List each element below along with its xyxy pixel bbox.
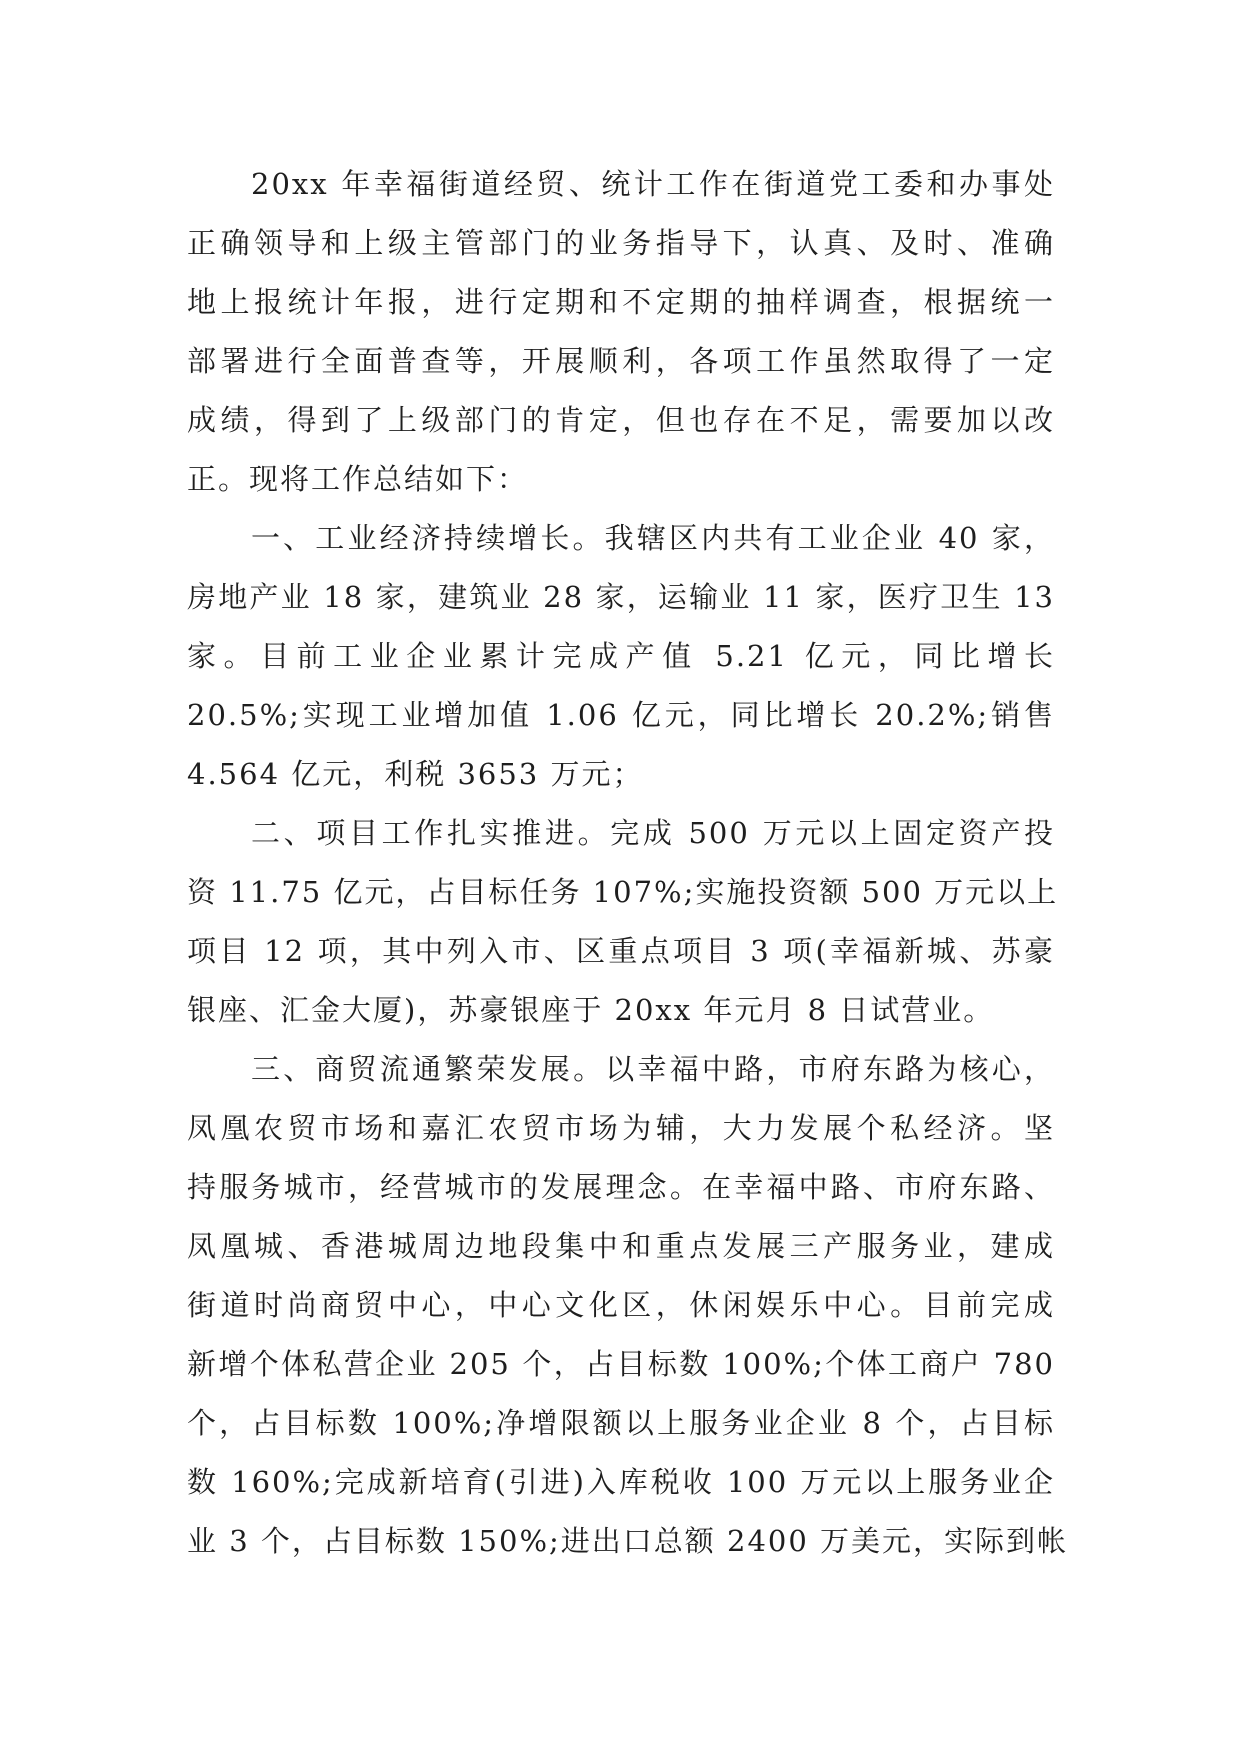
paragraph	[187, 509, 1055, 804]
text-line: 新增个体私营企业 205 个，占目标数 100%;个体工商户 780	[187, 1347, 1055, 1381]
text-line: 银座、汇金大厦)，苏豪银座于 20xx 年元月 8 日试营业。	[187, 993, 995, 1027]
text-line: 房地产业 18 家，建筑业 28 家，运输业 11 家，医疗卫生 13	[187, 580, 1055, 614]
text-line: 正确领导和上级主管部门的业务指导下，认真、及时、准确	[187, 226, 1055, 260]
text-line: 数 160%;完成新培育(引进)入库税收 100 万元以上服务业企	[187, 1465, 1055, 1499]
paragraph	[187, 1040, 1069, 1571]
text-line: 业 3 个，占目标数 150%;进出口总额 2400 万美元，实际到帐	[187, 1524, 1069, 1558]
text-line: 项目 12 项，其中列入市、区重点项目 3 项(幸福新城、苏豪	[187, 934, 1055, 968]
text-line: 家。目前工业企业累计完成产值 5.21 亿元，同比增长	[187, 639, 1055, 673]
text-line: 部署进行全面普查等，开展顺利，各项工作虽然取得了一定	[187, 344, 1055, 378]
text-line: 凤凰城、香港城周边地段集中和重点发展三产服务业，建成	[187, 1229, 1055, 1263]
text-line: 正。现将工作总结如下：	[187, 462, 529, 496]
text-line: 地上报统计年报，进行定期和不定期的抽样调查，根据统一	[187, 285, 1055, 319]
text-line: 资 11.75 亿元，占目标任务 107%;实施投资额 500 万元以上	[187, 875, 1059, 909]
text-line: 二、项目工作扎实推进。完成 500 万元以上固定资产投	[251, 816, 1055, 850]
paragraph	[187, 804, 1059, 1040]
text-line: 一、工业经济持续增长。我辖区内共有工业企业 40 家，	[251, 521, 1055, 555]
text-line: 凤凰农贸市场和嘉汇农贸市场为辅，大力发展个私经济。坚	[187, 1111, 1055, 1145]
text-line: 持服务城市，经营城市的发展理念。在幸福中路、市府东路、	[187, 1170, 1055, 1204]
text-line: 20xx 年幸福街道经贸、统计工作在街道党工委和办事处	[251, 167, 1055, 201]
text-line: 个，占目标数 100%;净增限额以上服务业企业 8 个，占目标	[187, 1406, 1055, 1440]
text-line: 成绩，得到了上级部门的肯定，但也存在不足，需要加以改	[187, 403, 1055, 437]
text-line: 20.5%;实现工业增加值 1.06 亿元，同比增长 20.2%;销售	[187, 698, 1055, 732]
document-body	[187, 155, 1069, 1571]
text-line: 街道时尚商贸中心，中心文化区，休闲娱乐中心。目前完成	[187, 1288, 1055, 1322]
paragraph	[187, 155, 1055, 509]
text-line: 三、商贸流通繁荣发展。以幸福中路，市府东路为核心，	[251, 1052, 1055, 1086]
text-line: 4.564 亿元，利税 3653 万元；	[187, 757, 644, 791]
